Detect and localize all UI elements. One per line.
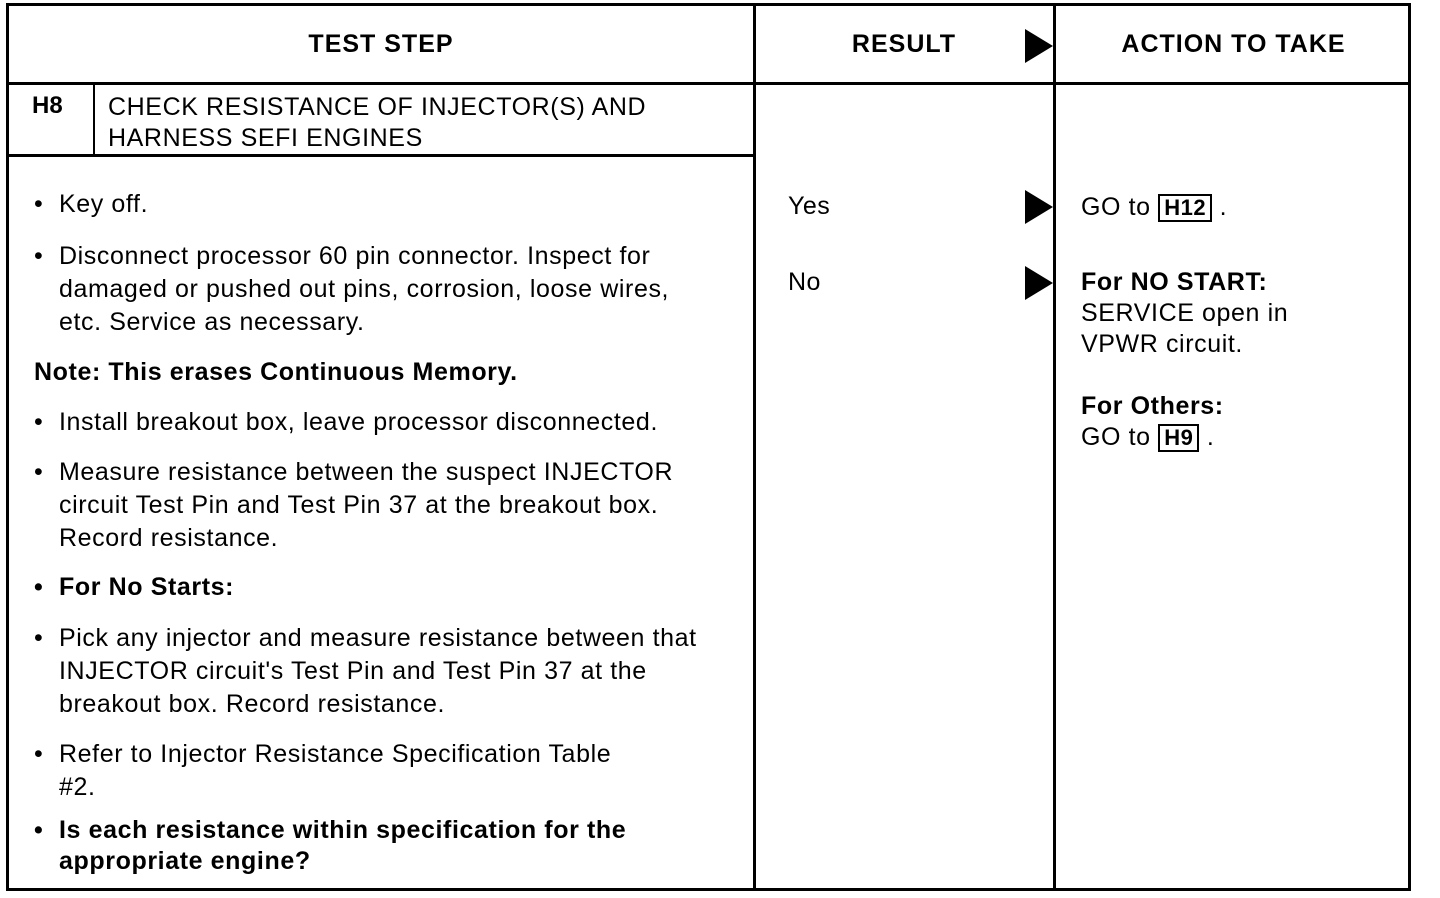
step-title-line1: CHECK RESISTANCE OF INJECTOR(S) AND: [108, 93, 647, 121]
action-no-start-line2: VPWR circuit.: [1081, 330, 1243, 358]
step-ref-h12: H12: [1158, 194, 1212, 222]
header-arrow-icon: [1025, 29, 1053, 63]
instruction-key-off: • Key off.: [34, 188, 759, 221]
column-divider-left: [753, 3, 756, 891]
action-others: [1081, 422, 1288, 453]
instruction-pick: • Pick any injector and measure resistance between that INJECTOR circuit's Test Pin and Test Pin 37 at the breakout box. Record resistance.: [34, 622, 724, 721]
action-others-label: For Others:: [1081, 392, 1224, 420]
result-no: No: [788, 268, 821, 296]
action-others-period: .: [1206, 423, 1215, 451]
result-no-arrow-icon: [1025, 266, 1053, 300]
step-title-line2: HARNESS SEFI ENGINES: [108, 124, 423, 152]
result-yes-arrow-icon: [1025, 190, 1053, 224]
instruction-refer: • Refer to Injector Resistance Specification Table #2.: [34, 738, 619, 804]
column-divider-right: [1053, 3, 1056, 891]
step-id: H8: [32, 92, 63, 119]
header-action: ACTION TO TAKE: [1121, 30, 1346, 58]
action-others-goto: GO to: [1081, 423, 1151, 451]
step-ref-h9: H9: [1158, 424, 1199, 452]
action-yes-period: .: [1219, 193, 1228, 221]
instruction-question: • Is each resistance within specification for the appropriate engine?: [34, 815, 724, 877]
result-yes: Yes: [788, 192, 831, 220]
note-text: Note: This erases Continuous Memory.: [34, 358, 518, 386]
step-title-divider: [6, 154, 756, 157]
instruction-disconnect: • Disconnect processor 60 pin connector. Inspect for damaged or pushed out pins, corrosion, loose wires, etc. Service as necessary.: [34, 240, 714, 339]
header-divider: [6, 82, 1411, 85]
header-test-step: TEST STEP: [308, 30, 454, 58]
instruction-install: • Install breakout box, leave processor disconnected.: [34, 406, 759, 439]
instruction-no-starts: • For No Starts:: [34, 571, 759, 604]
action-yes: [1081, 192, 1227, 223]
instruction-measure: • Measure resistance between the suspect INJECTOR circuit Test Pin and Test Pin 37 at the breakout box. Record resistance.: [34, 456, 724, 555]
header-result: RESULT: [851, 30, 957, 58]
action-no-start-line1: SERVICE open in: [1081, 299, 1289, 327]
action-no: [1081, 267, 1288, 453]
action-yes-goto: GO to: [1081, 193, 1151, 221]
step-id-divider: [93, 84, 95, 156]
action-no-start-label: For NO START:: [1081, 268, 1268, 296]
step-title: [108, 92, 728, 154]
